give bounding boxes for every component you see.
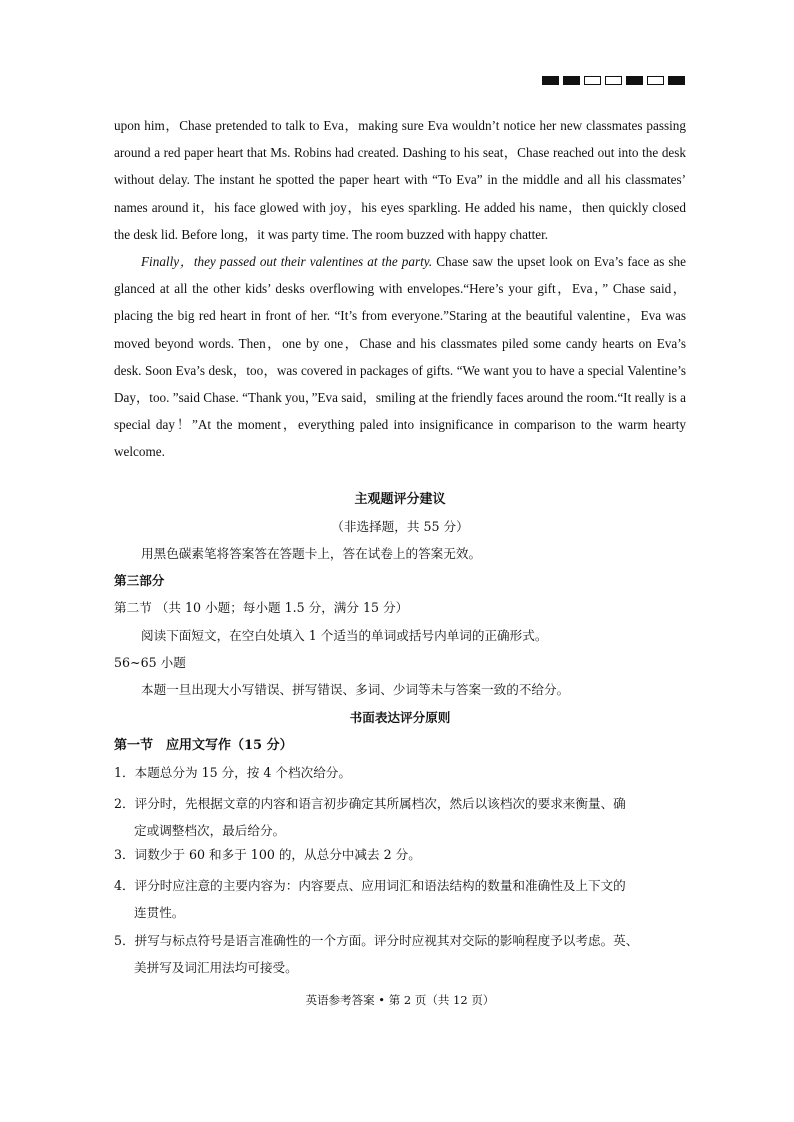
answer-instruction: 用黑色碳素笔将答案答在答题卡上，答在试卷上的答案无效。: [141, 546, 482, 561]
essay-paragraph-2-opening: Finally，they passed out their valentines at the party.: [141, 254, 433, 270]
rule-text: 评分时，先根据文章的内容和语言初步确定其所属档次，然后以该档次的要求来衡量、确: [134, 796, 626, 811]
question-range: 56~65 小题: [114, 655, 186, 670]
section-2-instruction: 阅读下面短文，在空白处填入 1 个适当的单词或括号内单词的正确形式。: [141, 628, 548, 643]
rule-text: 词数少于 60 和多于 100 的，从总分中减去 2 分。: [134, 847, 421, 862]
writing-rule-3: [114, 845, 686, 865]
rule-number: 4．: [114, 878, 135, 893]
header-mark: [563, 76, 580, 85]
rule-text: 拼写与标点符号是语言准确性的一个方面。评分时应视其对交际的影响程度予以考虑。英、: [134, 933, 639, 948]
rule-number: 2．: [114, 796, 135, 811]
section-2-heading: 第二节 （共 10 小题；每小题 1.5 分，满分 15 分）: [114, 600, 409, 615]
writing-rule-4: [114, 872, 686, 926]
page-header-marks: [542, 76, 685, 85]
page-footer: 英语参考答案 • 第 2 页（共 12 页）: [305, 993, 495, 1007]
header-mark: [626, 76, 643, 85]
rule-text: 评分时应注意的主要内容为：内容要点、应用词汇和语法结构的数量和准确性及上下文的: [134, 878, 626, 893]
essay-paragraph-1: upon him，Chase pretended to talk to Eva，making sure Eva wouldn’t notice her new classmates passing around a red paper heart that Ms. Robins had created. Dashing to his seat，Chase reached out into the desk without delay. The instant he spotted the paper heart with “To Eva” in the middle and all his classmates’ names around it，his face glowed with joy，his eyes sparkling. He added his name，then quickly closed the desk lid. Before long，it was party time. The room buzzed with happy chatter.: [114, 118, 686, 242]
rule-number: 1．: [114, 765, 135, 780]
writing-rule-5: [114, 927, 686, 981]
rule-text-continued: 定或调整档次，最后给分。: [134, 823, 286, 838]
rule-text-continued: 连贯性。: [134, 905, 185, 920]
essay-paragraph-2: [114, 248, 686, 466]
rule-number: 3．: [114, 847, 135, 862]
writing-rule-2: [114, 790, 686, 844]
header-mark: [542, 76, 559, 85]
model-essay: [114, 112, 686, 466]
rule-text-continued: 美拼写及词汇用法均可接受。: [134, 960, 298, 975]
header-mark: [668, 76, 685, 85]
header-mark: [605, 76, 622, 85]
question-rule: 本题一旦出现大小写错误、拼写错误、多词、少词等未与答案一致的不给分。: [141, 682, 570, 697]
part-3-heading: 第三部分: [114, 573, 165, 588]
scoring-title: 主观题评分建议: [354, 492, 446, 507]
header-mark: [584, 76, 601, 85]
scoring-subtitle: （非选择题，共 55 分）: [331, 519, 469, 534]
rule-number: 5．: [114, 933, 135, 948]
writing-title: 书面表达评分原则: [349, 710, 451, 725]
writing-section-1-heading: 第一节 应用文写作（15 分）: [114, 738, 293, 753]
header-mark: [647, 76, 664, 85]
essay-paragraph-2-body: Chase saw the upset look on Eva’s face as she glanced at all the other kids’ desks overflowing with envelopes.“Here’s your gift，Eva，” Chase said，placing the big red heart in front of her. “It’s from everyone.”Staring at the beautiful valentine，Eva was moved beyond words. Then，one by one，Chase and his classmates piled some candy hearts on Eva’s desk. Soon Eva’s desk，too，was covered in packages of gifts. “We want you to have a special Valentine’s Day，too. ”said Chase. “Thank you，”Eva said，smiling at the friendly faces around the room.“It really is a special day！”At the moment，everything paled into insignificance in comparison to the warm hearty welcome.: [114, 254, 686, 460]
writing-rule-1: [114, 763, 686, 783]
rule-text: 本题总分为 15 分，按 4 个档次给分。: [134, 765, 351, 780]
